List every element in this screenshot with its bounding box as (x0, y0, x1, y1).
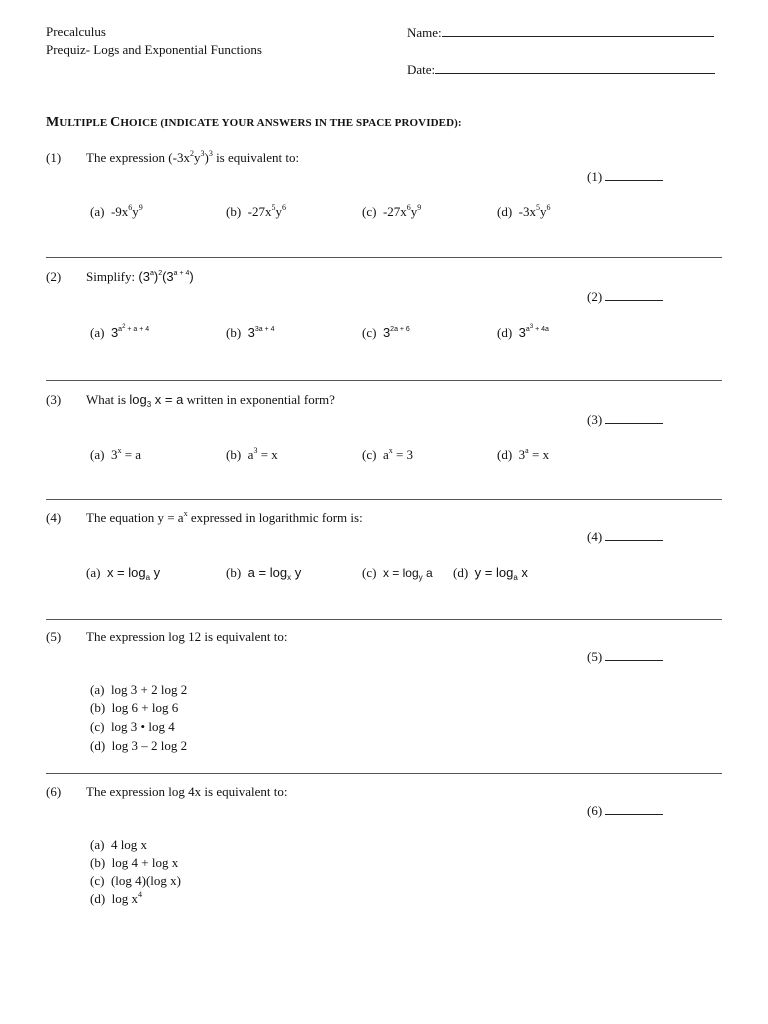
answer-6-field[interactable]: (6) (587, 802, 663, 819)
q4-option-b[interactable]: (b) $a = \log_x y$ (226, 565, 302, 582)
divider-5 (46, 773, 722, 774)
question-4-text: The equation $y = a^x$ expressed in logarithmic form is: (86, 509, 363, 525)
divider-1 (46, 257, 722, 258)
q4-option-c[interactable]: (c) $x = \log_y a$ (362, 565, 433, 582)
answer-5-field[interactable]: (5) (587, 648, 663, 665)
q5-option-b[interactable]: (b) log 6 + log 6 (90, 700, 179, 715)
q5-option-c[interactable]: (c) log 3 • log 4 (90, 719, 175, 734)
q2-option-d[interactable]: (d) $3^{a3 + 4a}$ (497, 324, 549, 340)
section-heading: MULTIPLE CHOICE (INDICATE YOUR ANSWERS IN THE SPACE PROVIDED): (46, 115, 462, 130)
q5-option-d[interactable]: (d) log 3 – 2 log 2 (90, 738, 188, 753)
q6-option-c[interactable]: (c) (log 4)(log x) (90, 873, 181, 888)
answer-3-field[interactable]: (3) (587, 411, 663, 428)
q6-option-d[interactable]: (d) $\log x^4$ (90, 890, 143, 906)
date-field[interactable] (407, 61, 715, 78)
divider-2 (46, 380, 722, 381)
q1-option-b[interactable]: (b) $-27x^5y^6$ (226, 203, 287, 219)
q2-option-a[interactable]: (a) $3^{a2 + a + 4}$ (90, 324, 150, 340)
q5-option-a[interactable]: (a) log 3 + 2 log 2 (90, 682, 188, 697)
answer-2-blank[interactable] (605, 288, 663, 301)
q4-option-d[interactable]: (d) $y = \log_a x$ (453, 565, 528, 582)
question-6-number: (6) (46, 784, 62, 799)
answer-1-blank[interactable] (605, 168, 663, 181)
question-1-text: The expression $(-3x^2y^3)^3$ is equivalent to: (86, 149, 300, 165)
question-2-text: Simplify: $(3^a)^2(3^{a + 4})$ (86, 269, 194, 284)
date-blank[interactable] (435, 61, 715, 74)
q2-option-b[interactable]: (b) $3^{3a + 4}$ (226, 325, 275, 340)
question-3-text: What is $\log_3 x = a$ written in exponential form? (86, 392, 335, 409)
answer-1-field[interactable]: (1) (587, 168, 663, 185)
question-3-number: (3) (46, 392, 62, 407)
question-4-number: (4) (46, 510, 62, 525)
name-field[interactable] (407, 24, 714, 41)
q1-option-c[interactable]: (c) $-27x^6y^9$ (362, 203, 422, 219)
answer-5-blank[interactable] (605, 648, 663, 661)
name-label: Name: (407, 25, 442, 40)
quiz-subtitle: Prequiz- Logs and Exponential Functions (46, 42, 262, 57)
answer-4-field[interactable]: (4) (587, 528, 663, 545)
course-title: Precalculus (46, 24, 106, 39)
question-5-text: The expression log 12 is equivalent to: (86, 629, 288, 644)
q4-option-a[interactable]: (a) $x = \log_a y$ (86, 565, 161, 582)
answer-2-field[interactable]: (2) (587, 288, 663, 305)
question-5-number: (5) (46, 629, 62, 644)
q3-option-d[interactable]: (d) $3^a = x$ (497, 446, 550, 462)
q2-option-c[interactable]: (c) $3^{2a + 6}$ (362, 325, 410, 340)
question-6-text: The expression log 4x is equivalent to: (86, 784, 288, 799)
q6-option-b[interactable]: (b) log 4 + log x (90, 855, 179, 870)
q3-option-a[interactable]: (a) $3^x = a$ (90, 446, 142, 462)
name-blank[interactable] (442, 24, 714, 37)
q3-option-b[interactable]: (b) $a^3 = x$ (226, 446, 278, 462)
date-label: Date: (407, 62, 436, 77)
q3-option-c[interactable]: (c) $a^x = 3$ (362, 446, 414, 462)
answer-6-blank[interactable] (605, 802, 663, 815)
q1-option-a[interactable]: (a) $-9x^6y^9$ (90, 203, 143, 219)
answer-4-blank[interactable] (605, 528, 663, 541)
q6-option-a[interactable]: (a) 4 log x (90, 837, 148, 852)
divider-3 (46, 499, 722, 500)
q1-option-d[interactable]: (d) $-3x^5y^6$ (497, 203, 551, 219)
question-2-number: (2) (46, 269, 62, 284)
question-1-number: (1) (46, 150, 62, 165)
divider-4 (46, 619, 722, 620)
answer-3-blank[interactable] (605, 411, 663, 424)
